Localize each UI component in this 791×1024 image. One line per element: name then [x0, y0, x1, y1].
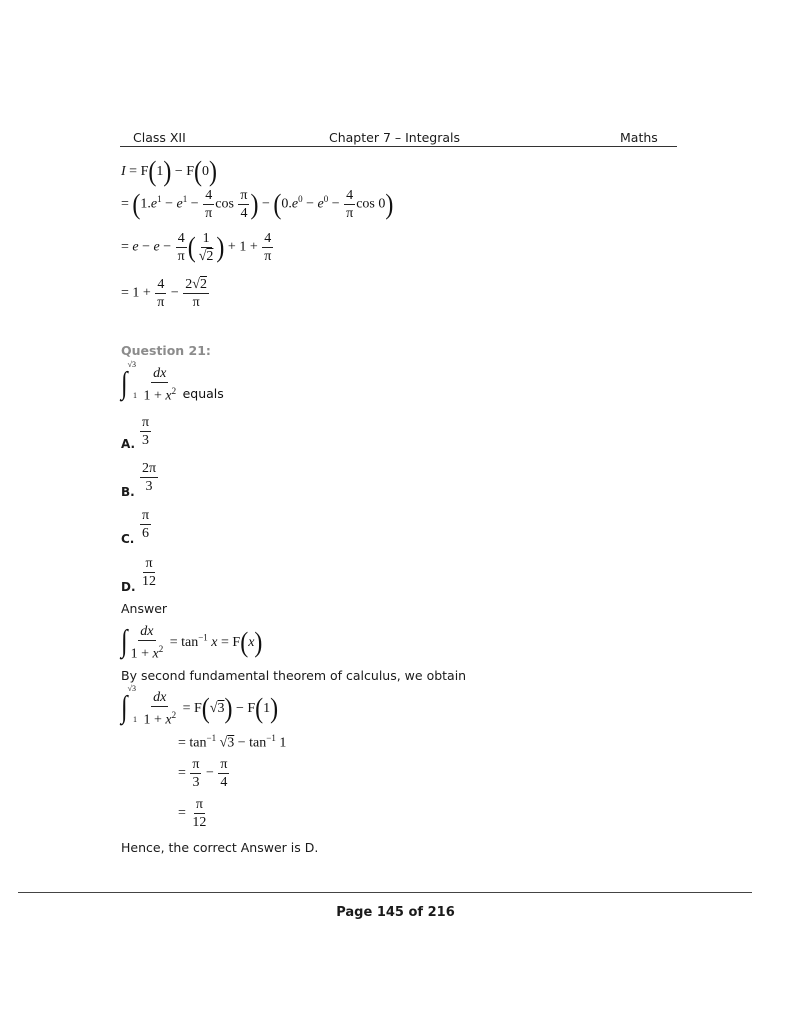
option-b-label: B.	[121, 485, 135, 499]
footer-rule	[18, 892, 752, 893]
question-integral: ∫$^{√3}_1$ $\frac{dx}{1 + x^2}$ equals	[121, 360, 224, 404]
solution-line-2: = $\tan^{-1} √3 - \tan^{-1} 1$	[178, 733, 287, 751]
header-chapter: Chapter 7 – Integrals	[329, 130, 461, 145]
option-d-value: $\frac{\pi}{12}$	[142, 556, 156, 589]
solution-line-1: ∫$^{√3}_1$ $\frac{dx}{1 + x^2}$ = F(√3) − F(1)	[121, 684, 279, 728]
answer-label: Answer	[121, 601, 168, 616]
equation-line-1: I = F(1) − F(0)	[121, 156, 218, 188]
question-title: Question 21:	[121, 343, 211, 358]
header-class: Class XII	[133, 130, 186, 145]
header-rule	[120, 146, 677, 147]
page-number: Page 145 of 216	[336, 905, 455, 920]
equation-line-2: = ($1.e^1 - e^1$ − $\frac{4}{\pi}$ cos $\frac{\pi}{4}$ ) − ($0.e^0 - e^0$ − $\frac{4}{\pi}$ cos 0)	[121, 188, 394, 221]
equation-line-3: = e − e − $\frac{4}{\pi}$ ( $\frac{1}{√2}$ ) + 1 + $\frac{4}{\pi}$	[121, 231, 272, 264]
solution-line-3: = $\frac{\pi}{3}$ − $\frac{\pi}{4}$	[178, 757, 228, 790]
option-d-label: D.	[121, 580, 136, 594]
antiderivative-equation: ∫ $\frac{dx}{1 + x^2}$ = $\tan^{-1} x = F(x)$	[121, 624, 263, 662]
question-equals-text: equals	[182, 386, 224, 402]
option-c-label: C.	[121, 532, 135, 546]
option-b-value: $\frac{2\pi}{3}$	[142, 461, 157, 494]
equation-line-4: = 1 + $\frac{4}{\pi}$ − $\frac{2√2}{\pi}$	[121, 277, 207, 310]
solution-line-4: = $\frac{\pi}{12}$	[178, 797, 207, 830]
option-c-value: $\frac{\pi}{6}$	[142, 508, 150, 541]
option-a-label: A.	[121, 437, 136, 451]
theorem-text: By second fundamental theorem of calculus, we obtain	[121, 668, 467, 683]
conclusion-text: Hence, the correct Answer is D.	[121, 840, 319, 855]
option-a-value: $\frac{\pi}{3}$	[142, 415, 150, 448]
header-subject: Maths	[620, 130, 658, 145]
